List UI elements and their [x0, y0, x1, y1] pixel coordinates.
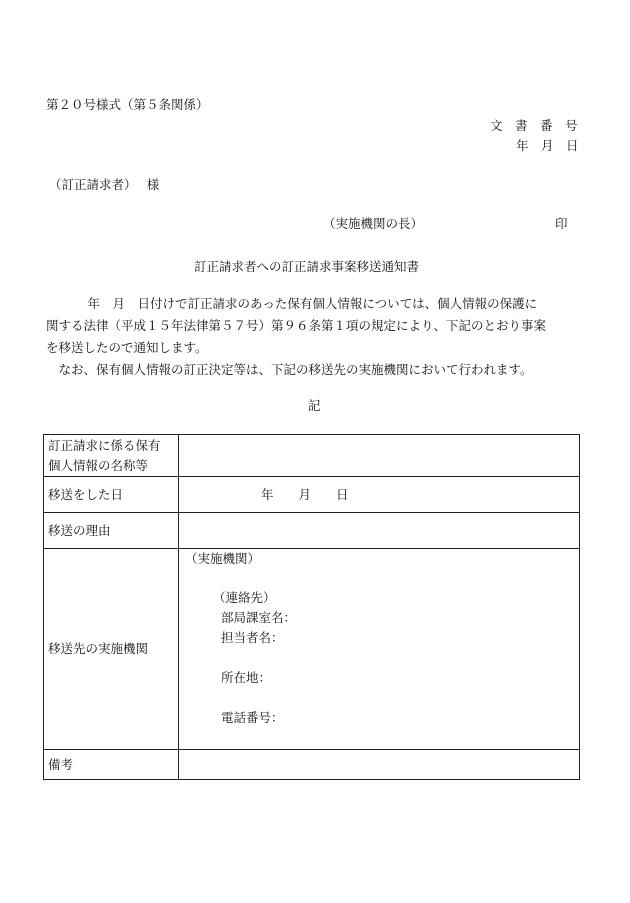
address-text: 所在地： [221, 670, 272, 685]
destination-agency-value [179, 549, 580, 750]
info-name-label [44, 435, 179, 477]
transfer-details-table [43, 434, 580, 780]
remarks-value [179, 750, 580, 780]
transfer-date-text: 年 月 日 [261, 487, 349, 502]
table-row [44, 549, 580, 750]
document-title: 訂正請求者への訂正請求事案移送通知書 [194, 259, 420, 274]
remarks-label: 備考 [44, 750, 179, 780]
person-text: 担当者名： [221, 630, 284, 645]
transfer-date-value [179, 477, 580, 513]
body-line-1: 年 月 日付けで訂正請求のあった保有個人情報については、個人情報の保護に [46, 296, 538, 311]
transfer-reason-value [179, 513, 580, 549]
document-number: 文 書 番 号 [490, 118, 578, 133]
transfer-reason-label: 移送の理由 [44, 513, 179, 549]
body-line-2: 関する法律（平成１５年法律第５７号）第９６条第１項の規定により、下記のとおり事案 [46, 318, 547, 333]
contact-text: （連絡先） [213, 590, 276, 605]
info-name-label-line-2: 個人情報の名称等 [48, 457, 149, 473]
body-text [46, 293, 586, 381]
phone-text: 電話番号： [221, 710, 284, 725]
recipient-name: （訂正請求者） 様 [49, 177, 160, 192]
info-name-label-line-1: 訂正請求に係る保有 [48, 437, 161, 453]
department-text: 部局課室名： [221, 610, 297, 625]
issue-date: 年 月 日 [516, 138, 579, 153]
form-number: 第２０号様式（第５条関係） [46, 97, 209, 112]
seal-mark: 印 [555, 216, 568, 231]
table-row [44, 750, 580, 780]
agency-text: （実施機関） [185, 551, 261, 566]
destination-agency-label: 移送先の実施機関 [44, 549, 179, 750]
table-row [44, 435, 580, 477]
sender-title: （実施機関の長） [323, 216, 424, 231]
body-line-4: なお、保有個人情報の訂正決定等は、下記の移送先の実施機関において行われます。 [46, 362, 533, 377]
body-line-3: を移送したので通知します。 [46, 340, 208, 355]
table-row [44, 513, 580, 549]
table-row [44, 477, 580, 513]
info-name-value [179, 435, 580, 477]
ki-heading: 記 [308, 398, 321, 413]
transfer-date-label: 移送をした日 [44, 477, 179, 513]
